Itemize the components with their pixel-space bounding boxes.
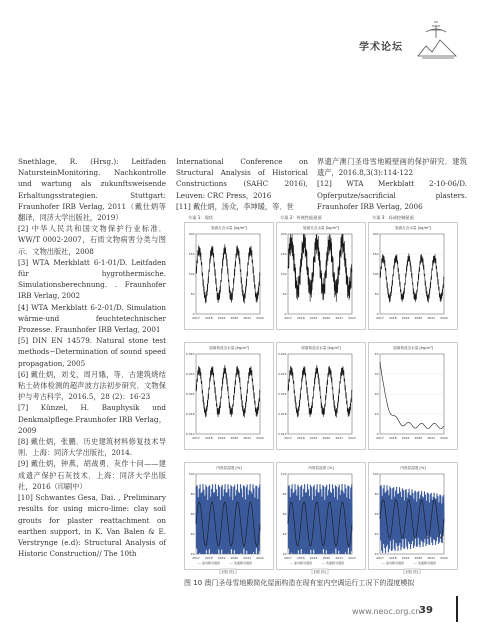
x-tick-label: 2021	[335, 436, 344, 440]
reference-item: [6] 戴仕炳，刘戈，周月娥，等．古建筑烧结粘土砖体检测的超声波方法初步研究．文物保护与考古科学，2016.5，28 (2)：16-23	[18, 369, 166, 402]
legend-entry: — 室内相对湿度	[198, 561, 220, 565]
data-series-line	[196, 484, 260, 554]
reference-item: [10] Schwantes Gesa, Dai. , Preliminary results for using micro-lime: clay soil grouts for plaster reattachment on earthen support, in K. Van Balen & E. Verstrynge (e.d): Structural Analysis of Historic Construction// The 10th	[18, 493, 166, 559]
reference-item: [9] 戴仕炳，钟燕，胡战勇．灰作十问——建成遗产保护石灰技术．上海：同济大学出版社，2016（印刷中）	[18, 459, 166, 491]
legend-entry: — 表面相对湿度	[322, 561, 344, 565]
data-series-line	[288, 484, 352, 554]
reference-item: [8] 戴仕炳，张鹏．历史建筑材料修复技术导则．上海：同济大学出版社，2014.	[18, 437, 166, 458]
y-tick-label: 20	[190, 552, 195, 557]
reference-item: [11] 戴仕炳，汤众，李坤暖，等．世	[176, 201, 294, 211]
y-tick-label: 0.010	[185, 432, 195, 437]
y-tick-label: 30	[374, 372, 379, 377]
y-tick-label: 20	[374, 552, 379, 557]
y-tick-label: 0.010	[277, 432, 287, 437]
x-tick-label: 2021	[427, 436, 436, 440]
y-tick-label: 40	[190, 532, 195, 537]
x-tick-label: 2017	[192, 316, 200, 320]
y-tick-label: 100	[372, 472, 379, 477]
y-tick-label: 200	[188, 232, 195, 237]
x-tick-label: 2019	[401, 436, 410, 440]
x-tick-label: 2020	[414, 436, 423, 440]
panel-title: 方案 2：传统性能屋面	[280, 215, 322, 220]
row-title: 屋面瓦含水量 [kg/m³]	[210, 226, 248, 230]
x-tick-label: 2020	[322, 556, 331, 560]
footer-url: www.neoc.org.cn	[352, 607, 421, 616]
y-tick-label: 100	[372, 272, 379, 277]
row-title: 内饰层湿度 [%]	[308, 466, 334, 470]
y-tick-label: 100	[280, 472, 287, 477]
x-tick-label: 2022	[440, 316, 448, 320]
y-tick-label: 80	[190, 492, 195, 497]
simulation-figure	[184, 212, 460, 574]
y-tick-label: 50	[282, 292, 287, 297]
page-number: 39	[419, 605, 433, 616]
x-axis-label: 时间 [年]	[313, 569, 327, 574]
y-tick-label: 60	[282, 512, 287, 517]
x-tick-label: 2017	[376, 316, 384, 320]
x-tick-label: 2020	[230, 316, 239, 320]
legend-entry: — 表面相对湿度	[414, 561, 436, 565]
reference-column-3	[317, 156, 467, 212]
x-tick-label: 2021	[243, 556, 252, 560]
x-tick-label: 2017	[376, 556, 384, 560]
pagoda-illustration	[412, 16, 460, 62]
y-tick-label: 60	[374, 512, 379, 517]
y-tick-label: 150	[280, 252, 287, 257]
y-tick-label: 80	[282, 492, 287, 497]
panel-title: 方案 3：局部控制屋面	[372, 215, 414, 220]
legend-entry: — 室内相对湿度	[382, 561, 404, 565]
reference-item: [2] 中华人民共和国文物保护行业标准．WW/T 0002-2007，石质文物病害分类与图示．文物出版社，2008	[18, 224, 166, 256]
y-tick-label: 100	[188, 272, 195, 277]
row-title: 屋面瓦含水量 [kg/m³]	[302, 226, 340, 230]
x-tick-label: 2022	[256, 436, 264, 440]
x-tick-label: 2017	[284, 556, 292, 560]
x-axis-label: 时间 [年]	[405, 569, 419, 574]
x-tick-label: 2019	[217, 556, 226, 560]
reference-item: International Conference on Structural Analysis of Historical Constructions (SAHC 2016), Leuven: CRC Press，2016	[176, 157, 308, 200]
x-tick-label: 2021	[243, 316, 252, 320]
row-title: 内饰层湿度 [%]	[216, 466, 242, 470]
x-tick-label: 2018	[388, 436, 397, 440]
x-tick-label: 2022	[348, 436, 356, 440]
panel-title: 方案 1：现状	[188, 215, 213, 220]
simulation-figure-grid	[184, 212, 460, 574]
x-tick-label: 2022	[440, 436, 448, 440]
x-tick-label: 2018	[204, 316, 213, 320]
y-tick-label: 200	[372, 232, 379, 237]
x-tick-label: 2017	[192, 556, 200, 560]
y-tick-label: 150	[372, 252, 379, 257]
x-tick-label: 2021	[427, 556, 436, 560]
y-tick-label: 200	[280, 232, 287, 237]
row-title: 屋面瓦含水量 [kg/m³]	[394, 226, 432, 230]
y-tick-label: 0.018	[277, 412, 287, 417]
x-tick-label: 2022	[348, 556, 356, 560]
row-title: 屋面构造含水量 [kg/m³]	[301, 346, 341, 350]
y-tick-label: 0	[284, 312, 287, 317]
x-tick-label: 2022	[348, 316, 356, 320]
y-tick-label: 0	[376, 312, 379, 317]
x-tick-label: 2017	[376, 436, 384, 440]
x-tick-label: 2018	[204, 556, 213, 560]
x-tick-label: 2017	[284, 436, 292, 440]
legend-entry: — 表面相对湿度	[230, 561, 252, 565]
legend-entry: — 室内相对湿度	[290, 561, 312, 565]
y-tick-label: 0.033	[185, 372, 195, 377]
row-title: 屋面构造含水量 [kg/m³]	[209, 346, 249, 350]
page-divider-bar	[456, 596, 458, 622]
x-tick-label: 2020	[414, 556, 423, 560]
x-tick-label: 2017	[284, 316, 292, 320]
reference-column-2	[176, 156, 308, 212]
reference-item: [4] WTA Merkblatt 6-2-01/D. Simulation wärme-und feuchtetechnischer Prozesse. Fraunhofer IRB Verlag, 2001	[18, 302, 166, 335]
y-tick-label: 0	[376, 432, 379, 437]
x-tick-label: 2022	[256, 316, 264, 320]
y-tick-label: 40	[374, 532, 379, 537]
x-tick-label: 2018	[296, 436, 305, 440]
reference-item: 界遗产澳门圣母雪地殿壁画的保护研究．建筑遗产，2016.8,3(3):114-122	[317, 157, 467, 178]
x-tick-label: 2018	[296, 556, 305, 560]
figure-caption: 图 10 澳门圣母雪地殿简化屋面构造在现有室内空调运行工况下的湿度模拟	[184, 579, 415, 587]
x-tick-label: 2021	[335, 316, 344, 320]
x-tick-label: 2022	[256, 556, 264, 560]
x-tick-label: 2019	[401, 316, 410, 320]
x-tick-label: 2021	[335, 556, 344, 560]
y-tick-label: 40	[282, 532, 287, 537]
y-tick-label: 80	[374, 492, 379, 497]
x-tick-label: 2019	[217, 436, 226, 440]
y-tick-label: 20	[374, 392, 379, 397]
y-tick-label: 0.018	[185, 412, 195, 417]
y-tick-label: 10	[374, 412, 379, 417]
reference-column-1	[18, 156, 166, 559]
x-tick-label: 2020	[230, 436, 239, 440]
y-tick-label: 100	[280, 272, 287, 277]
row-title: 内饰层湿度 [%]	[400, 466, 426, 470]
y-tick-label: 0.040	[277, 352, 287, 357]
x-tick-label: 2017	[192, 436, 200, 440]
reference-item: [5] DIN EN 14579. Natural stone test methods−Determination of sound speed propagation, 2005	[18, 336, 166, 368]
y-tick-label: 0.040	[185, 352, 195, 357]
x-tick-label: 2018	[388, 316, 397, 320]
x-tick-label: 2021	[243, 436, 252, 440]
reference-item: Snethlage, R. (Hrsg.): Leitfaden NatursteinMonitoring. Nachkontrolle und wartung als zukunftsweisende Erhaltungsstrategien. Stuttgart: Fraunhofer IRB Verlag, 2011（戴仕炳等翻译，同济大学出版社，2019）	[18, 157, 166, 223]
reference-item: [12] WTA Merkblatt 2-10-06/D. Opferputze/sacrificial plasters. Fraunhofer IRB Verlag, 2006	[317, 179, 467, 211]
row-title: 屋面构造含水量 [kg/m³]	[393, 346, 433, 350]
x-tick-label: 2020	[322, 436, 331, 440]
x-tick-label: 2018	[204, 436, 213, 440]
reference-item: [7] Künzel, H. Bauphysik und Denkmalpflege.Fraunhofer IRB Verlag，2009	[18, 403, 166, 435]
x-tick-label: 2022	[440, 556, 448, 560]
x-tick-label: 2019	[309, 436, 318, 440]
x-tick-label: 2019	[309, 316, 318, 320]
y-tick-label: 100	[188, 472, 195, 477]
y-tick-label: 50	[190, 292, 195, 297]
x-tick-label: 2020	[322, 316, 331, 320]
x-tick-label: 2020	[230, 556, 239, 560]
x-tick-label: 2019	[217, 316, 226, 320]
y-tick-label: 0	[192, 312, 195, 317]
section-title: 学术论坛	[359, 42, 403, 53]
reference-item: [3] WTA Merkblatt 6-1-01/D. Leitfaden für hygrothermische. Simulationsberechnung. . Fraunhofer IRB Verlag, 2002	[18, 257, 166, 301]
x-tick-label: 2019	[401, 556, 410, 560]
y-tick-label: 0.025	[277, 392, 287, 397]
y-tick-label: 50	[374, 292, 379, 297]
x-tick-label: 2018	[388, 556, 397, 560]
y-tick-label: 20	[282, 552, 287, 557]
x-tick-label: 2020	[414, 316, 423, 320]
y-tick-label: 40	[374, 352, 379, 357]
y-tick-label: 0.033	[277, 372, 287, 377]
x-tick-label: 2019	[309, 556, 318, 560]
x-tick-label: 2021	[427, 316, 436, 320]
x-axis-label: 时间 [年]	[221, 569, 235, 574]
y-tick-label: 0.025	[185, 392, 195, 397]
y-tick-label: 150	[188, 252, 195, 257]
x-tick-label: 2018	[296, 316, 305, 320]
y-tick-label: 60	[190, 512, 195, 517]
